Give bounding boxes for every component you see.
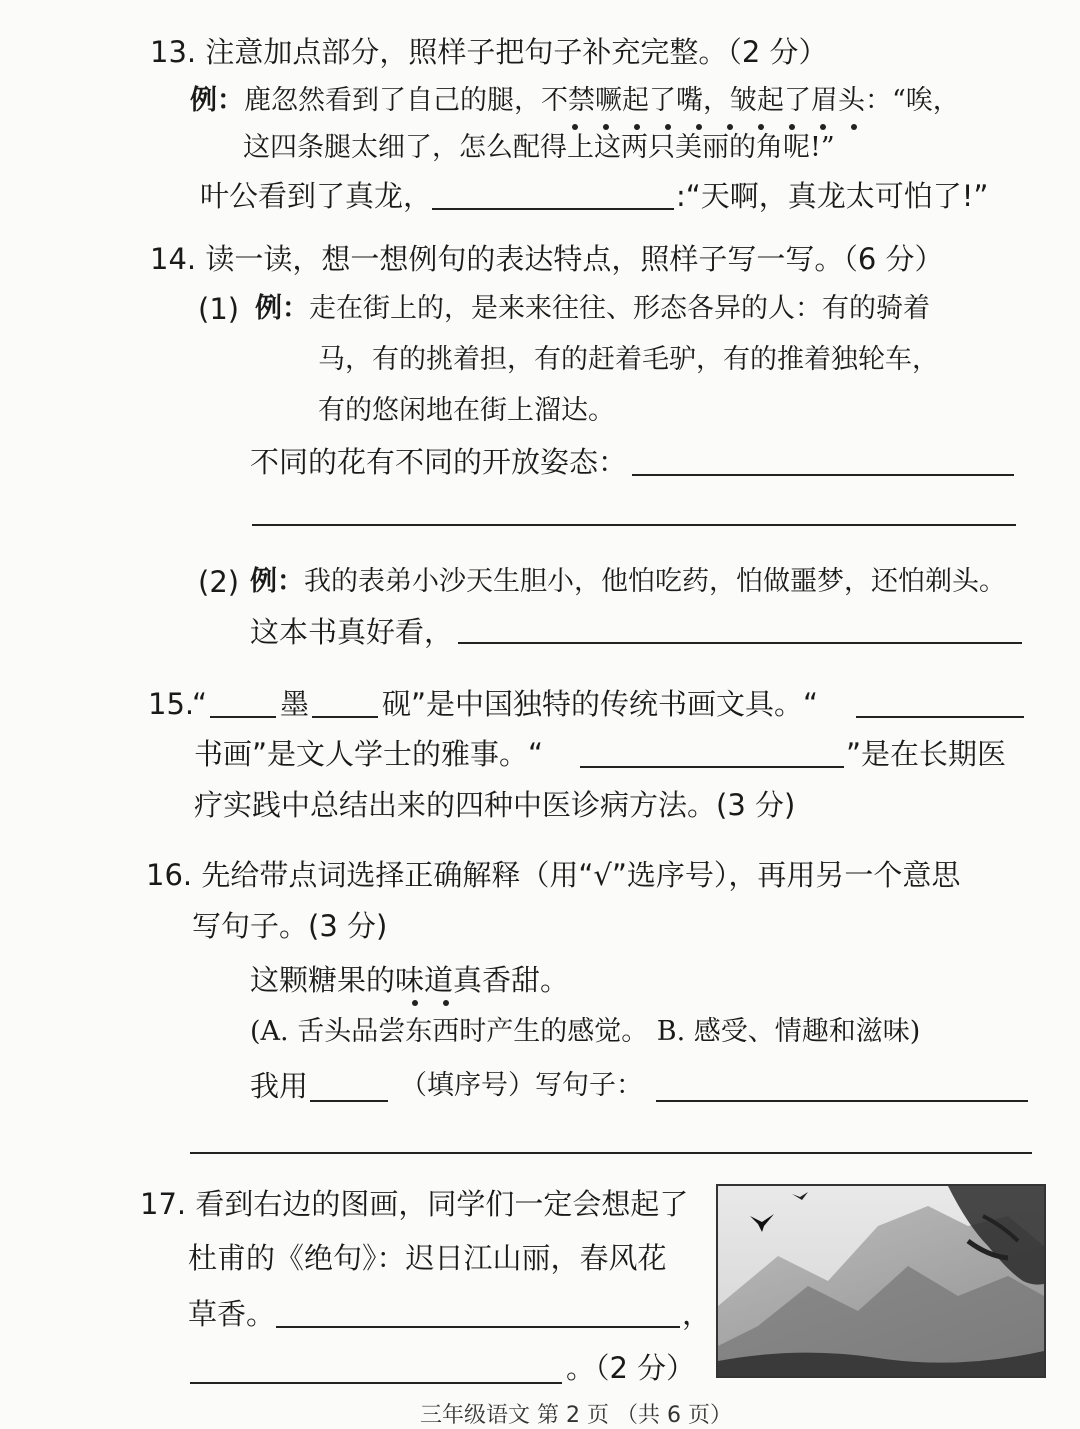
q16-answer-line2[interactable] — [190, 1152, 1032, 1154]
q16-heading: 16. 先给带点词选择正确解释（用“√”选序号），再用另一个意思 — [146, 858, 961, 892]
q14-part1-task: 不同的花有不同的开放姿态： — [250, 445, 628, 479]
q17-answer-line1[interactable] — [276, 1326, 680, 1328]
q16-options: (A. 舌头品尝东西时产生的感觉。 B. 感受、情趣和滋味) — [250, 1016, 921, 1047]
ink-painting-image — [716, 1184, 1046, 1378]
q17-line3-prefix: 草香。 — [188, 1297, 276, 1331]
q14-part1-answer-line1[interactable] — [632, 474, 1014, 476]
q14-part2-task: 这本书真好看， — [250, 615, 454, 649]
q15-blank-2[interactable] — [312, 716, 378, 718]
q13-example-line2: 这四条腿太细了，怎么配得上这两只美丽的角呢!” — [243, 132, 835, 163]
q14-part1-text1: 走在街上的，是来来往往、形态各异的人：有的骑着 — [309, 293, 930, 324]
q16-task-prefix: 我用 — [250, 1069, 309, 1103]
q14-part1-number: (1) — [198, 292, 240, 326]
q15-line2-a: 书画”是文人学士的雅事。“ — [194, 737, 544, 771]
q15-open-quote: “ — [192, 687, 208, 721]
q17-end: 。（2 分） — [566, 1351, 696, 1385]
example-label: 例： — [250, 566, 304, 597]
q14-part2-example — [250, 564, 1006, 600]
q15-blank-4[interactable] — [580, 766, 844, 768]
q15-mo: 墨 — [280, 687, 310, 721]
emphasis-dots — [412, 1000, 474, 1006]
q15-line3: 疗实践中总结出来的四种中医诊病方法。(3 分) — [194, 788, 796, 822]
q13-heading: 13. 注意加点部分，照样子把句子补充完整。（2 分） — [150, 35, 828, 69]
q14-part2-answer-line[interactable] — [458, 642, 1022, 644]
q14-part1-line2: 马，有的挑着担，有的赶着毛驴，有的推着独轮车， — [318, 344, 939, 375]
q16-answer-line1[interactable] — [656, 1100, 1028, 1102]
q14-part2-example-text: 我的表弟小沙天生胆小，他怕吃药，怕做噩梦，还怕剃头。 — [304, 566, 1006, 597]
q14-part1-line1 — [255, 291, 930, 327]
q15-yan-text: 砚”是中国独特的传统书画文具。“ — [382, 687, 819, 721]
q14-part1-line3: 有的悠闲地在街上溜达。 — [318, 395, 615, 426]
q14-part1-answer-line2[interactable] — [252, 524, 1016, 526]
q16-sentence: 这颗糖果的味道真香甜。 — [250, 963, 570, 997]
page-footer: 三年级语文 第 2 页 （共 6 页） — [420, 1403, 732, 1428]
q16-heading-line2: 写句子。(3 分) — [192, 909, 388, 943]
q13-example-line1 — [190, 83, 960, 119]
q14-heading: 14. 读一读，想一想例句的表达特点，照样子写一写。（6 分） — [150, 242, 944, 276]
q14-part2-number: (2) — [198, 565, 240, 599]
q13-task-suffix: :“天啊，真龙太可怕了!” — [676, 179, 989, 213]
q13-example-text: 鹿忽然看到了自己的腿，不禁噘起了嘴，皱起了眉头：“唉， — [244, 85, 960, 116]
q13-answer-line[interactable] — [432, 208, 674, 210]
q17-comma: ， — [682, 1297, 712, 1331]
q13-task-prefix: 叶公看到了真龙， — [200, 179, 433, 213]
q15-number: 15. — [148, 687, 195, 721]
example-label: 例： — [190, 85, 244, 116]
q17-line2: 杜甫的《绝句》：迟日江山丽，春风花 — [188, 1241, 667, 1275]
q17-line1: 17. 看到右边的图画，同学们一定会想起了 — [140, 1187, 689, 1221]
q17-answer-line2[interactable] — [190, 1382, 562, 1384]
q15-blank-1[interactable] — [210, 716, 276, 718]
q16-task-mid: （填序号）写句子： — [400, 1070, 643, 1101]
example-label: 例： — [255, 293, 309, 324]
q15-line2-b: ”是在长期医 — [846, 737, 1007, 771]
q16-choice-blank[interactable] — [310, 1100, 388, 1102]
q15-blank-3[interactable] — [856, 716, 1024, 718]
